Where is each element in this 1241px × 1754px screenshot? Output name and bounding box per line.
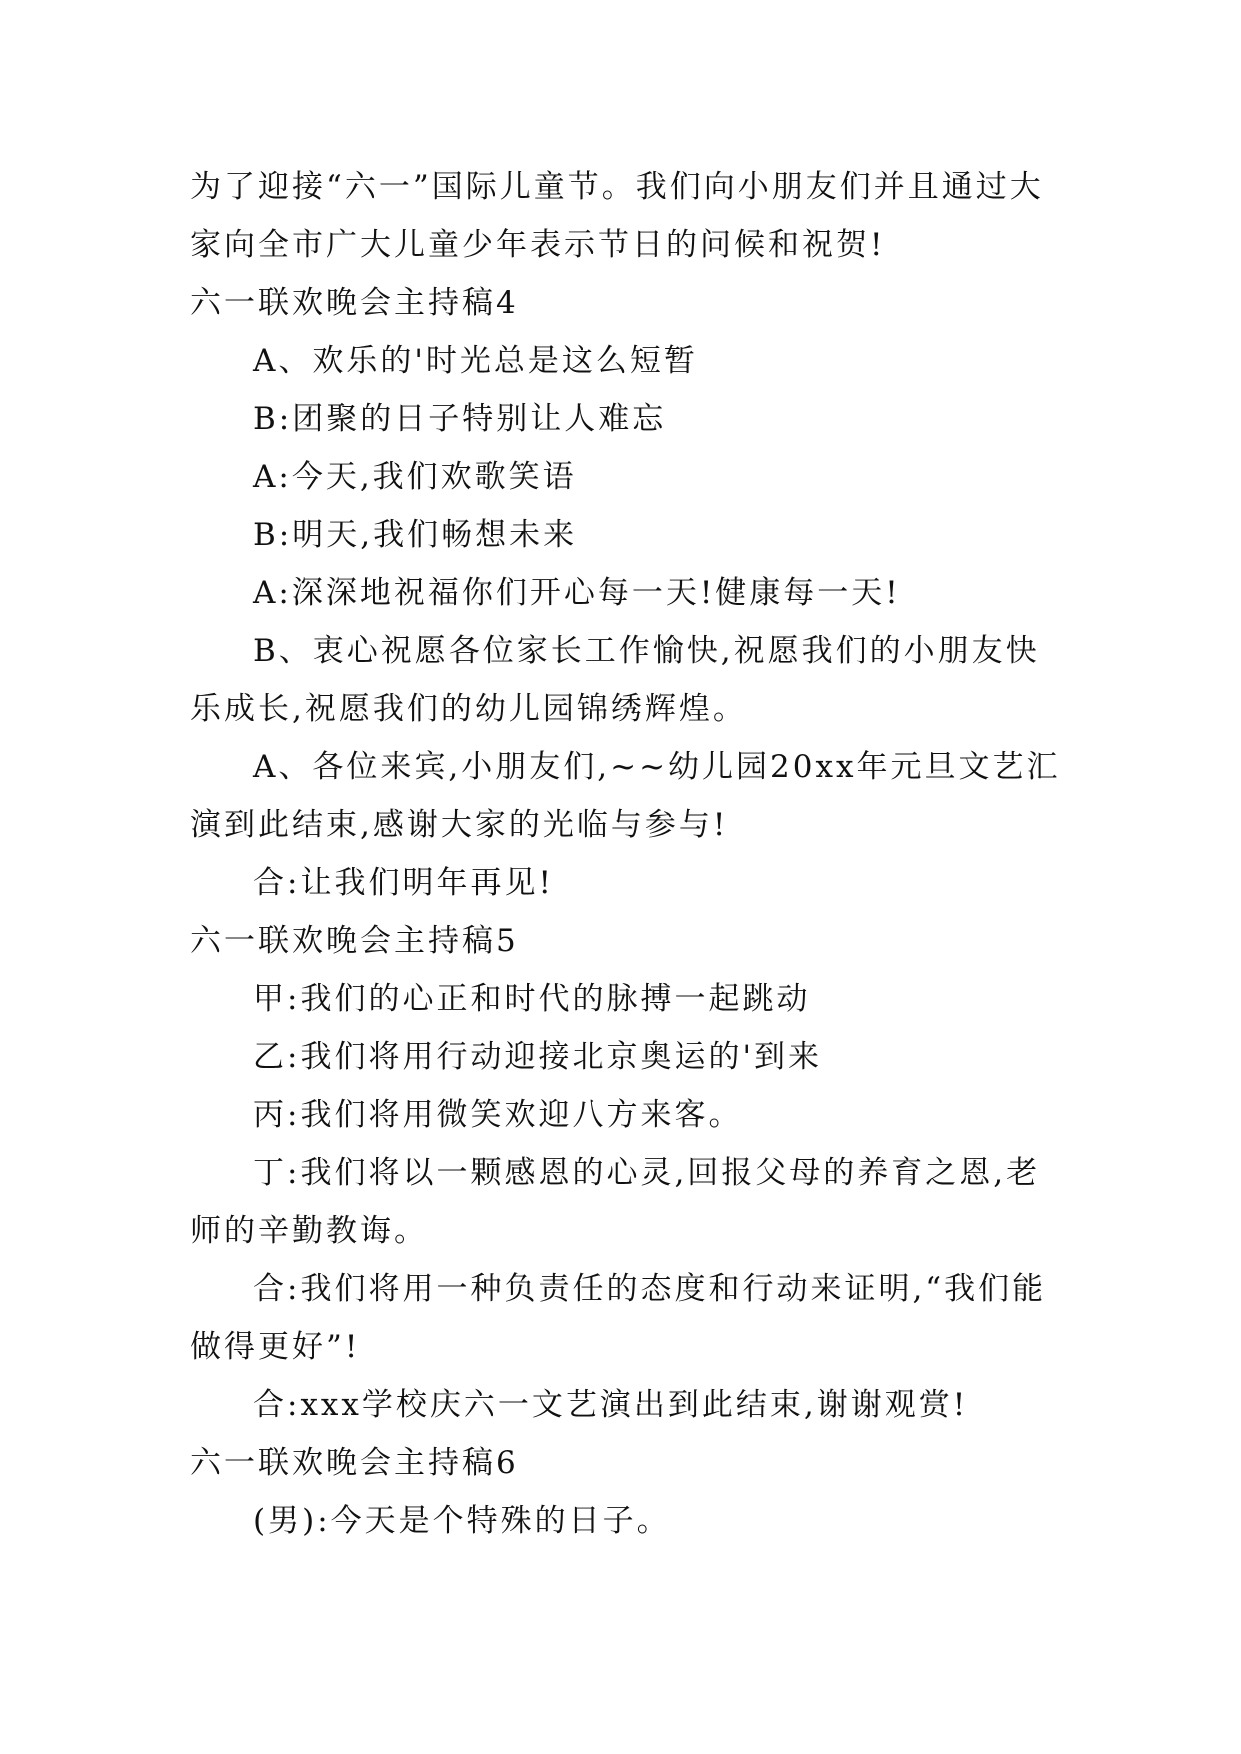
section-heading: 六一联欢晚会主持稿4	[190, 285, 519, 321]
dialogue-line: 乙:我们将用行动迎接北京奥运的'到来	[253, 1039, 822, 1075]
dialogue-line: (男):今天是个特殊的日子。	[253, 1503, 671, 1539]
dialogue-line: A:今天,我们欢歌笑语	[253, 459, 577, 495]
dialogue-line: 甲:我们的心正和时代的脉搏一起跳动	[253, 981, 811, 1017]
dialogue-line: 丁:我们将以一颗感恩的心灵,回报父母的养育之恩,老师的辛勤教诲。	[190, 1155, 1041, 1249]
paragraph: 为了迎接“六一”国际儿童节。我们向小朋友们并且通过大家向全市广大儿童少年表示节日的问候和祝贺!	[190, 169, 1044, 263]
section-heading: 六一联欢晚会主持稿5	[190, 923, 519, 959]
dialogue-line: B、衷心祝愿各位家长工作愉快,祝愿我们的小朋友快乐成长,祝愿我们的幼儿园锦绣辉煌。	[190, 633, 1040, 727]
dialogue-line: 合:我们将用一种负责任的态度和行动来证明,“我们能做得更好”!	[190, 1271, 1047, 1365]
dialogue-line: A、各位来宾,小朋友们,~~幼儿园20xx年元旦文艺汇演到此结束,感谢大家的光临与参与!	[190, 749, 1061, 843]
dialogue-line: A、欢乐的'时光总是这么短暂	[253, 343, 698, 379]
dialogue-line: B:团聚的日子特别让人难忘	[253, 401, 667, 437]
dialogue-line: 丙:我们将用微笑欢迎八方来客。	[253, 1097, 743, 1133]
dialogue-line: B:明天,我们畅想未来	[253, 517, 578, 553]
dialogue-line: A:深深地祝福你们开心每一天!健康每一天!	[253, 575, 901, 611]
section-heading: 六一联欢晚会主持稿6	[190, 1445, 519, 1481]
dialogue-line: 合:xxx学校庆六一文艺演出到此结束,谢谢观赏!	[253, 1387, 969, 1423]
document-body	[190, 158, 1070, 1550]
dialogue-line: 合:让我们明年再见!	[253, 865, 554, 901]
